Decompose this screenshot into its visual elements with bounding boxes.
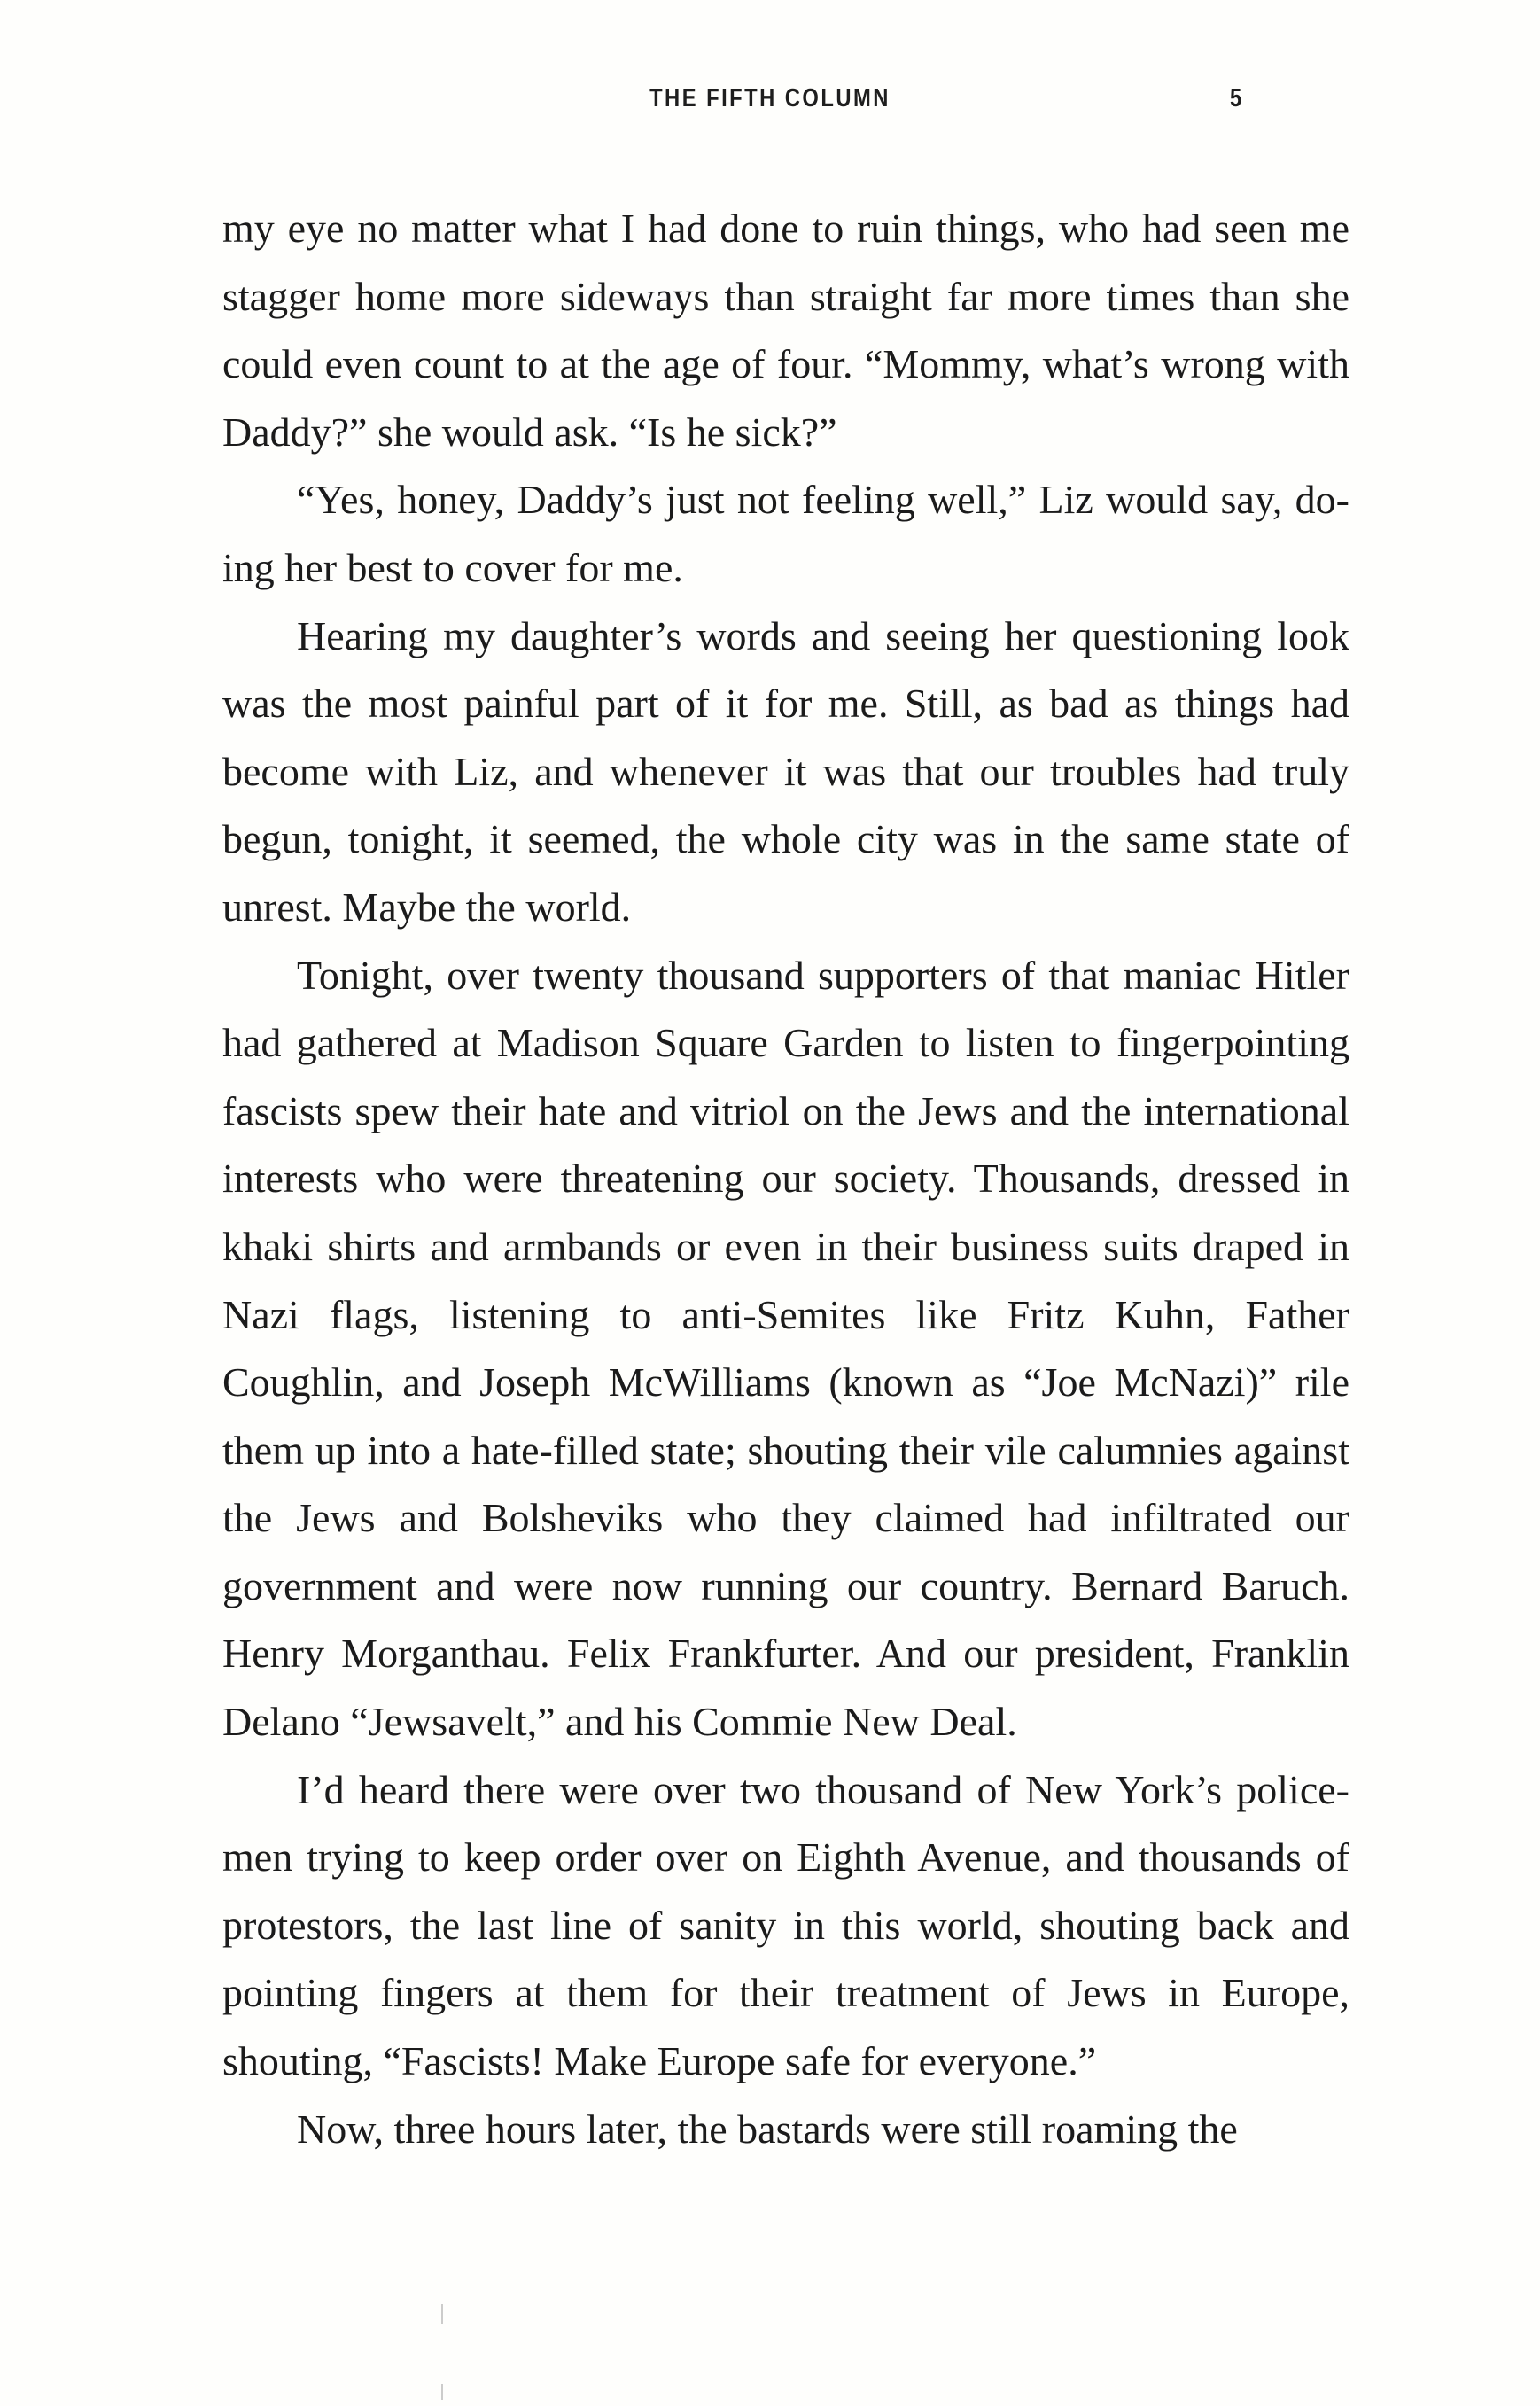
running-head [138,84,1401,120]
running-title: THE FIFTH COLUMN [649,84,891,113]
scan-mark [441,2384,443,2400]
scan-mark [441,2304,443,2324]
paragraph-5: I’d heard there were over two thousand of New York’s policemen trying to keep order over on Eighth Avenue, and thousands of protestors, the last line of sanity in this world, shouting back and pointing fingers at them for their treatment of Jews in Europe, shouting, “Fascists! Make Europe safe for everyone.” [222,1766,1349,2084]
body-text [222,195,1349,2163]
paragraph-4: Tonight, over twenty thousand supporters of that maniac Hitler had gathered at Madison Square Garden to listen to fingerpointing fascists spew their hate and vitriol on the Jews and the international interests who were threatening our society. Thousands, dressed in khaki shirts and armbands or even in their business suits draped in Nazi flags, listening to anti-Semites like Fritz Kuhn, Father Coughlin, and Joseph McWilliams (known as “Joe McNazi)” rile them up into a hate-filled state; shouting their vile calumnies against the Jews and Bolsheviks who they claimed had infiltrated our government and were now running our country. Bernard Baruch. Henry Morganthau. Felix Frankfurter. And our president, Franklin Delano “Jewsavelt,” and his Commie New Deal. [222,952,1349,1745]
paragraph-2: “Yes, honey, Daddy’s just not feeling well,” Liz would say, doing her best to cover for me. [222,477,1349,590]
paragraph-6: Now, three hours later, the bastards were still roaming the [297,2106,1238,2152]
paragraph-1: my eye no matter what I had done to ruin things, who had seen me stagger home more sideways than straight far more times than she could even count to at the age of four. “Mommy, what’s wrong with Daddy?” she would ask. “Is he sick?” [222,206,1349,455]
page-number: 5 [1230,84,1244,113]
paragraph-3: Hearing my daughter’s words and seeing her questioning look was the most painful part of it for me. Still, as bad as things had become with Liz, and whenever it was that our troubles had truly begun, tonight, it seemed, the whole city was in the same state of unrest. Maybe the world. [222,612,1349,930]
